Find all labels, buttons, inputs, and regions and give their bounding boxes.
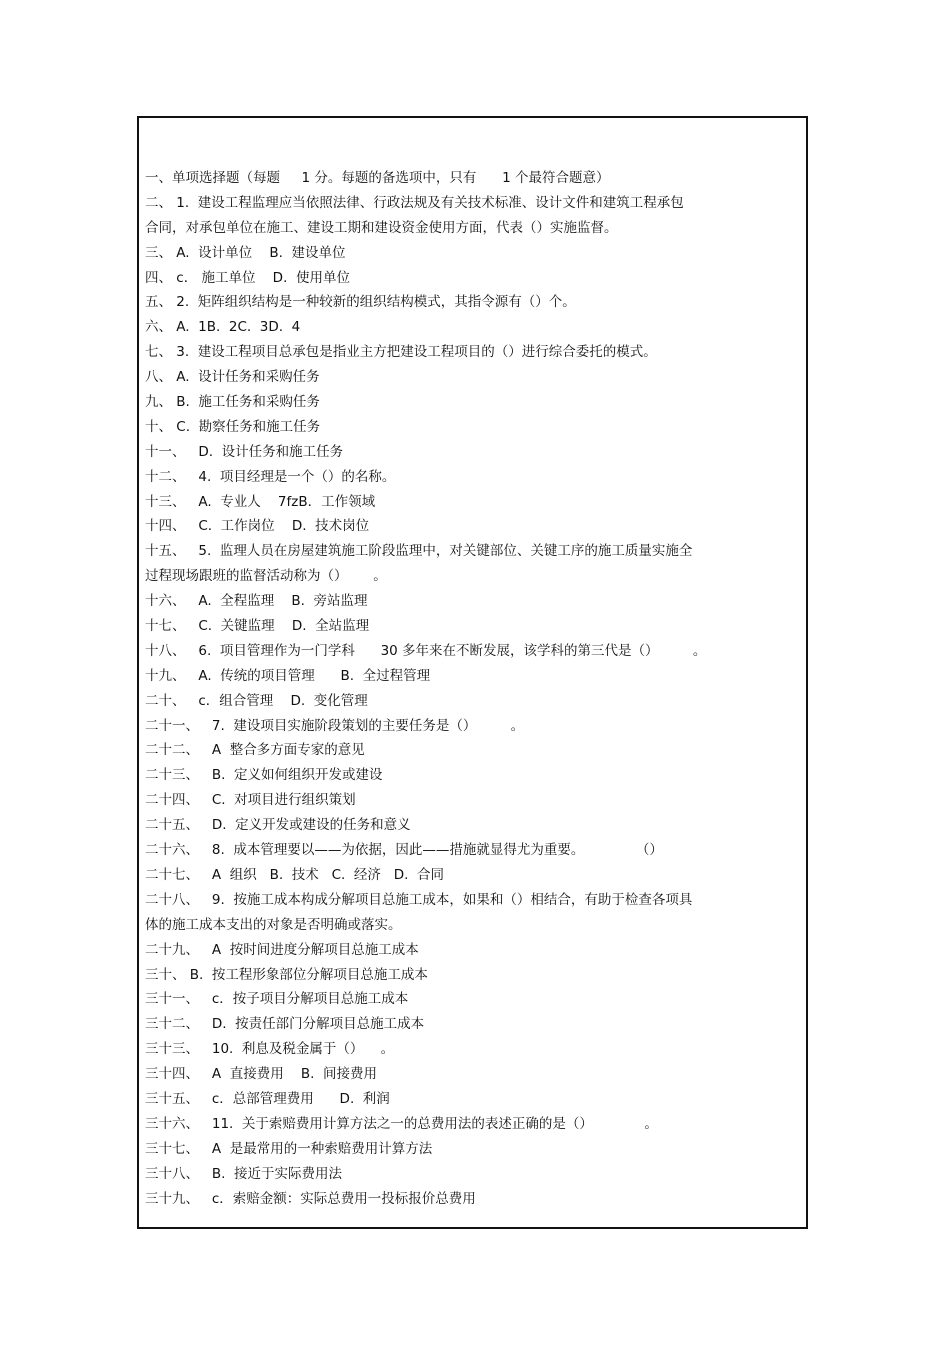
text-line: 八、 A. 设计任务和采购任务 (145, 369, 320, 386)
text-line: 十五、 5. 监理人员在房屋建筑施工阶段监理中，对关键部位、关键工序的施工质量实施全 (145, 543, 693, 560)
text-line: 十二、 4. 项目经理是一个（）的名称。 (145, 468, 396, 485)
text-line: 十、 C. 勘察任务和施工任务 (145, 418, 321, 435)
text-line: 十八、 6. 项目管理作为一门学科 30 多年来在不断发展，该学科的第三代是（） 。 (145, 642, 707, 659)
text-line: 十六、 A. 全程监理 B. 旁站监理 (145, 593, 368, 610)
text-line: 三十九、 c．索赔金额：实际总费用一投标报价总费用 (145, 1190, 476, 1207)
text-line: 二十七、 A 组织 B. 技术 C. 经济 D. 合同 (145, 866, 445, 883)
text-line: 二十、 c．组合管理 D. 变化管理 (145, 692, 368, 709)
text-line: 二十六、 8. 成本管理要以——为依据，因此——措施就显得尤为重要。 （） (145, 842, 663, 859)
text-line: 三十七、 A 是最常用的一种索赔费用计算方法 (145, 1140, 433, 1157)
text-line: 二十九、 A 按时间进度分解项目总施工成本 (145, 941, 419, 958)
text-line: 过程现场跟班的监督活动称为（） 。 (145, 568, 387, 585)
question-list (145, 166, 745, 1211)
text-line: 三十八、 B. 接近于实际费用法 (145, 1165, 343, 1182)
text-line: 十三、 A. 专业人 7fzB．工作领域 (145, 493, 376, 510)
text-line: 七、 3. 建设工程项目总承包是指业主方把建设工程项目的（）进行综合委托的模式。 (145, 344, 657, 361)
text-line: 十一、 D. 设计任务和施工任务 (145, 443, 344, 460)
text-line: 五、 2. 矩阵组织结构是一种较新的组织结构模式，其指令源有（）个。 (145, 294, 576, 311)
text-line: 二十三、 B. 定义如何组织开发或建设 (145, 767, 383, 784)
text-line: 九、 B. 施工任务和采购任务 (145, 394, 320, 411)
text-line: 合同，对承包单位在施工、建设工期和建设资金使用方面，代表（）实施监督。 (145, 219, 618, 236)
text-line: 二十一、 7. 建设项目实施阶段策划的主要任务是（） 。 (145, 717, 525, 734)
text-line: 三、 A. 设计单位 B. 建设单位 (145, 244, 346, 261)
text-line: 二十五、 D. 定义开发或建设的任务和意义 (145, 817, 411, 834)
text-line: 二十四、 C. 对项目进行组织策划 (145, 792, 356, 809)
text-line: 三十四、 A 直接费用 B. 间接费用 (145, 1066, 377, 1083)
text-line: 三十五、 c．总部管理费用 D. 利润 (145, 1090, 390, 1107)
text-line: 二、 1. 建设工程监理应当依照法律、行政法规及有关技术标准、设计文件和建筑工程承包 (145, 194, 684, 211)
text-line: 三十六、 11. 关于索赔费用计算方法之一的总费用法的表述正确的是（） 。 (145, 1115, 658, 1132)
text-line: 体的施工成本支出的对象是否明确或落实。 (145, 916, 402, 933)
text-line: 三十、 B. 按工程形象部位分解项目总施工成本 (145, 966, 428, 983)
text-line: 六、 A. 1B. 2C. 3D. 4 (145, 319, 301, 336)
text-line: 三十一、 c．按子项目分解项目总施工成本 (145, 991, 409, 1008)
text-line: 十九、 A. 传统的项目管理 B. 全过程管理 (145, 667, 431, 684)
text-line: 三十三、 10. 利息及税金属于（） 。 (145, 1041, 395, 1058)
text-line: 十四、 C. 工作岗位 D. 技术岗位 (145, 518, 370, 535)
text-line: 一、单项选择题（每题 1 分。每题的备选项中，只有 1 个最符合题意） (145, 170, 610, 186)
text-line: 二十八、 9. 按施工成本构成分解项目总施工成本，如果和（）相结合，有助于检查各项具 (145, 891, 693, 908)
text-line: 二十二、 A 整合多方面专家的意见 (145, 742, 365, 759)
text-line: 四、 c． 施工单位 D. 使用单位 (145, 269, 350, 286)
text-line: 三十二、 D. 按责任部门分解项目总施工成本 (145, 1016, 425, 1033)
text-line: 十七、 C. 关键监理 D. 全站监理 (145, 618, 370, 635)
